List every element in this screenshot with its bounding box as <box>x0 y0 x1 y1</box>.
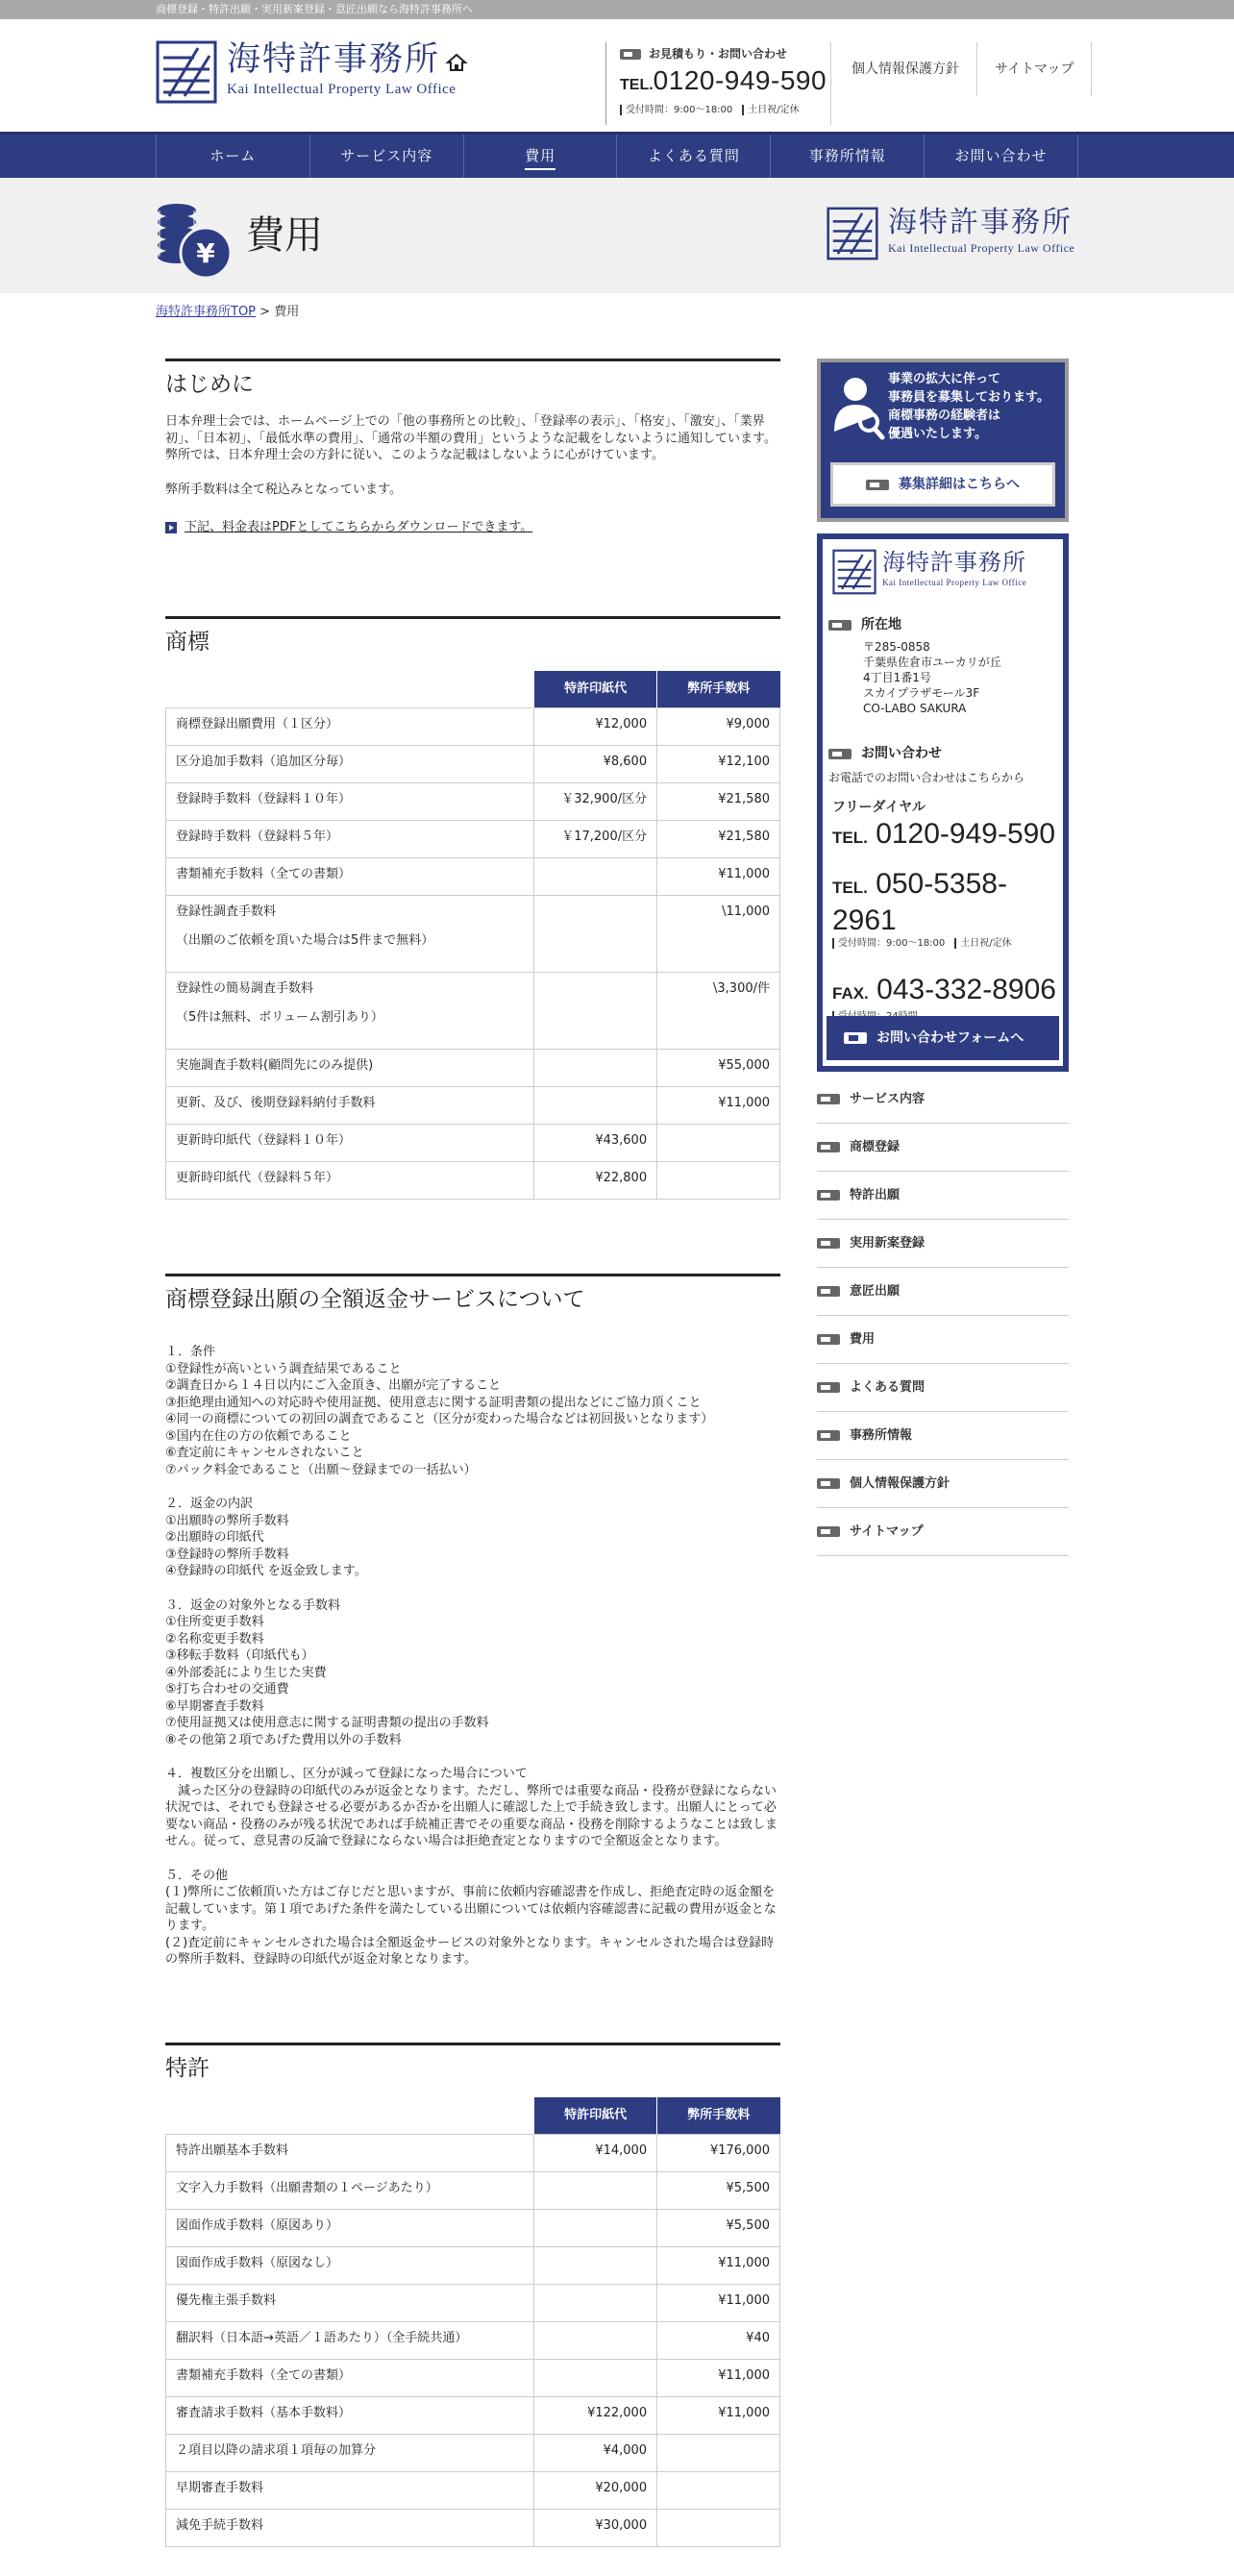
header-contact-title: お見積もり・お問い合わせ <box>649 47 788 61</box>
sidebar <box>817 359 1069 1556</box>
table-row <box>166 820 780 857</box>
refund-line: ⑥査定前にキャンセルされないこと <box>165 1446 364 1461</box>
refund-block <box>165 1496 780 1580</box>
refund-block <box>165 1868 780 1969</box>
refund-line: ②名称変更手数料 <box>165 1631 264 1647</box>
row-office-fee: ¥21,580 <box>657 782 780 820</box>
row-office-fee: ¥11,000 <box>657 1086 780 1124</box>
nav-faq[interactable]: よくある質問 <box>617 135 771 178</box>
fax-digits: 043-332-8906 <box>876 973 1056 1005</box>
tag-icon <box>817 1286 840 1297</box>
refund-line: ④登録時の印紙代 を返金致します。 <box>165 1564 367 1579</box>
nav-services[interactable]: サービス内容 <box>310 135 464 178</box>
sidebar-menu-item[interactable] <box>817 1364 1069 1412</box>
row-label: 登録時手数料（登録料５年） <box>166 820 534 857</box>
page-header <box>0 178 1234 293</box>
tag-icon <box>866 480 889 490</box>
tag-icon <box>817 1430 840 1441</box>
refund-line: 減った区分の登録時の印紙代のみが返金となります。ただし、弊所では重要な商品・役務が登録にならない状況では、それでも登録させる必要があるか否かを出願人に確認した上で手続き致します。出願人にとって必要ない商品・役務のみが残る状況であれば手続補正書でその重要な商品・役務を削除するようなことは致しません。従って、意見書の反論で登録にならない場合は拒絶査定となりますので全額返金となります。 <box>165 1783 778 1849</box>
refund-line: ２．返金の内訳 <box>165 1497 254 1512</box>
sidebar-menu-label: 事務所情報 <box>850 1427 913 1443</box>
table-row <box>166 2434 780 2471</box>
sidebar-menu-item[interactable] <box>817 1508 1069 1556</box>
table-row <box>166 2246 780 2284</box>
row-office-fee: ¥40 <box>657 2321 780 2359</box>
refund-line: ③拒絶理由通知への対応時や使用証拠、使用意志に関する証明書類の提出などにご協力頂くこと <box>165 1395 702 1410</box>
row-office-fee <box>657 1124 780 1161</box>
row-stamp-cost: ¥30,000 <box>534 2509 657 2546</box>
contact-sub: お電話でのお問い合わせはこちらから <box>828 770 1025 784</box>
breadcrumb-separator: > <box>259 305 271 319</box>
trademark-section <box>165 616 780 1245</box>
row-office-fee: ¥21,580 <box>657 820 780 857</box>
table-header-fee: 弊所手数料 <box>657 671 780 707</box>
refund-line: ②調査日から１４日以内にご入金頂き、出願が完了すること <box>165 1378 502 1394</box>
arrow-right-icon <box>165 522 177 533</box>
table-header-stamp: 特許印紙代 <box>534 2097 657 2134</box>
tag-icon <box>817 1094 840 1104</box>
table-row <box>166 895 780 972</box>
table-row <box>166 2471 780 2509</box>
refund-block <box>165 1766 780 1850</box>
table-header-blank <box>166 2097 534 2134</box>
tag-icon <box>817 1526 840 1537</box>
row-stamp-cost <box>534 2359 657 2396</box>
row-stamp-cost <box>534 972 657 1049</box>
page-header-logo-jp: 海特許事務所 <box>888 206 1073 239</box>
row-label: 更新時印紙代（登録料１０年） <box>166 1124 534 1161</box>
refund-line: ③登録時の弊所手数料 <box>165 1547 289 1562</box>
patent-heading: 特許 <box>165 2056 210 2081</box>
row-stamp-cost: ¥14,000 <box>534 2134 657 2171</box>
logo-mark-icon <box>832 549 876 595</box>
table-row <box>166 2284 780 2321</box>
row-stamp-cost: ￥32,900/区分 <box>534 782 657 820</box>
row-office-fee <box>657 2434 780 2471</box>
table-row <box>166 1086 780 1124</box>
intro-p2: 弊所では、日本弁理士会の方針に従い、このような記載はしないように心がけています。 <box>165 448 664 463</box>
header-hours: 受付時間：9:00〜18:00 <box>620 105 732 115</box>
table-header-stamp: 特許印紙代 <box>534 671 657 707</box>
table-row <box>166 1049 780 1086</box>
tag-icon <box>817 1382 840 1393</box>
refund-block <box>165 1344 780 1478</box>
fax-prefix: FAX. <box>832 983 869 1003</box>
row-label: 特許出願基本手数料 <box>166 2134 534 2171</box>
trademark-heading: 商標 <box>165 630 210 655</box>
tag-icon <box>817 1142 840 1152</box>
address-line: CO-LABO SAKURA <box>863 701 967 715</box>
refund-heading: 商標登録出願の全額返金サービスについて <box>165 1287 585 1312</box>
sidebar-logo-en: Kai Intellectual Property Law Office <box>882 578 1027 587</box>
row-label: 登録性調査手数料 （出願のご依頼を頂いた場合は5件まで無料） <box>166 895 534 972</box>
tel-prefix: TEL. <box>832 878 868 897</box>
logo-mark-icon <box>827 207 878 260</box>
refund-line: (２)査定前にキャンセルされた場合は全額返金サービスの対象外となります。キャンセルされた場合は登録時の弊所手数料、登録時の印紙代が返金対象となります。 <box>165 1935 775 1968</box>
nav-fees[interactable]: 費用 <box>464 135 618 178</box>
refund-line: ①登録性が高いという調査結果であること <box>165 1361 402 1376</box>
sidebar-menu-label: 特許出願 <box>850 1187 901 1202</box>
site-logo[interactable] <box>156 40 467 104</box>
row-label: 早期審査手数料 <box>166 2471 534 2509</box>
tel-digits: 050-5358-2961 <box>832 867 1007 936</box>
row-label: 減免手続手数料 <box>166 2509 534 2546</box>
table-row <box>166 972 780 1049</box>
table-row <box>166 707 780 745</box>
patent-fee-table <box>165 2097 780 2547</box>
row-label: 区分追加手数料（追加区分毎） <box>166 745 534 782</box>
svg-text:¥: ¥ <box>196 237 215 269</box>
row-office-fee: ¥55,000 <box>657 1049 780 1086</box>
sidebar-menu-item[interactable] <box>817 1076 1069 1124</box>
sidebar-menu-item[interactable] <box>817 1268 1069 1316</box>
refund-line: ⑧その他第２項であげた費用以外の手数料 <box>165 1732 402 1747</box>
row-label: 文字入力手数料（出願書類の１ページあたり） <box>166 2171 534 2209</box>
refund-line: ③移転手数料（印紙代も） <box>165 1648 314 1664</box>
refund-line: (１)弊所にご依頼頂いた方はご存じだと思いますが、事前に依頼内容確認書を作成し、拒絶査定時の返金額を記載しています。第１項であげた条件を満たしている出願については依頼内容確認書に記載の費用が返金となります。 <box>165 1885 777 1934</box>
nav-home[interactable]: ホーム <box>157 135 310 178</box>
privacy-policy-link[interactable]: 個人情報保護方針 <box>834 42 977 96</box>
sidebar-logo <box>832 549 1026 595</box>
table-row <box>166 2359 780 2396</box>
header-contact-box <box>605 42 831 125</box>
row-stamp-cost <box>534 2321 657 2359</box>
address-line: 4丁目1番1号 <box>863 670 931 684</box>
address-line: スカイプラザモール3F <box>863 685 980 700</box>
sidebar-menu-item[interactable] <box>817 1316 1069 1364</box>
tag-icon <box>817 1238 840 1249</box>
table-row <box>166 2134 780 2171</box>
row-stamp-cost <box>534 2171 657 2209</box>
top-bar: 商標登録・特許出願・実用新案登録・意匠出願なら海特許事務所へ <box>0 0 1234 19</box>
free-dial-digits: 0120-949-590 <box>876 817 1056 850</box>
row-office-fee: ¥11,000 <box>657 2284 780 2321</box>
home-icon[interactable] <box>446 53 467 72</box>
row-label: 審査請求手数料（基本手数料） <box>166 2396 534 2434</box>
row-office-fee <box>657 1161 780 1199</box>
table-row <box>166 2396 780 2434</box>
refund-line: ①住所変更手数料 <box>165 1615 264 1630</box>
table-row <box>166 857 780 895</box>
row-label: ２項目以降の請求項１項毎の加算分 <box>166 2434 534 2471</box>
sidebar-menu-label: サイトマップ <box>850 1523 924 1539</box>
row-label: 登録時手数料（登録料１０年） <box>166 782 534 820</box>
sidebar-closed: 土日祝/定休 <box>954 938 1011 949</box>
row-stamp-cost: ¥122,000 <box>534 2396 657 2434</box>
table-row <box>166 2509 780 2546</box>
nav-contact[interactable]: お問い合わせ <box>925 135 1078 178</box>
intro-section <box>165 359 780 587</box>
office-info-box <box>817 533 1069 1072</box>
row-label: 書類補充手数料（全ての書類） <box>166 857 534 895</box>
row-office-fee <box>657 2471 780 2509</box>
table-header-blank <box>166 671 534 707</box>
refund-line: ④同一の商標についての初回の調査であること（区分が変わった場合などは初回扱いとなります） <box>165 1412 714 1427</box>
sidebar-menu-item[interactable] <box>817 1220 1069 1268</box>
refund-block <box>165 1598 780 1749</box>
breadcrumb-current: 費用 <box>274 305 300 319</box>
sidebar-menu-label: 費用 <box>850 1331 876 1347</box>
row-stamp-cost: ￥17,200/区分 <box>534 820 657 857</box>
row-stamp-cost <box>534 1049 657 1086</box>
header-closed: 土日祝/定休 <box>742 105 799 115</box>
row-label: 実施調査手数料(顧問先にのみ提供) <box>166 1049 534 1086</box>
row-stamp-cost <box>534 1086 657 1124</box>
row-label: 更新、及び、後期登録料納付手数料 <box>166 1086 534 1124</box>
logo-jp-text: 海特許事務所 <box>227 40 441 79</box>
intro-heading: はじめに <box>165 372 254 397</box>
refund-line: １．条件 <box>165 1345 216 1360</box>
tag-icon <box>817 1478 840 1489</box>
row-stamp-cost <box>534 2246 657 2284</box>
global-nav <box>0 132 1234 178</box>
row-stamp-cost <box>534 2209 657 2246</box>
refund-line: ⑤打ち合わせの交通費 <box>165 1682 289 1697</box>
intro-p3: 弊所手数料は全て税込みとなっています。 <box>165 482 402 497</box>
row-stamp-cost <box>534 895 657 972</box>
row-label: 商標登録出願費用（１区分） <box>166 707 534 745</box>
tag-icon <box>844 1032 867 1044</box>
phone-tag-icon <box>620 49 641 60</box>
table-header-fee: 弊所手数料 <box>657 2097 780 2134</box>
sidebar-hours: 受付時間：9:00〜18:00 <box>832 938 945 949</box>
refund-line: ④外部委託により生じた実費 <box>165 1665 327 1680</box>
table-row <box>166 745 780 782</box>
header-tel-prefix: TEL. <box>620 76 654 93</box>
table-row <box>166 1124 780 1161</box>
row-stamp-cost: ¥4,000 <box>534 2434 657 2471</box>
sidebar-menu <box>817 1076 1069 1556</box>
tag-icon <box>817 1334 840 1345</box>
address-block <box>828 616 1001 716</box>
free-dial-label: フリーダイヤル <box>832 800 926 816</box>
sidebar-menu-label: 商標登録 <box>850 1139 901 1154</box>
free-dial-number[interactable] <box>832 818 1057 855</box>
sidebar-contact-block <box>828 745 1057 1024</box>
main-content <box>165 359 780 2576</box>
address-title: 所在地 <box>861 617 901 632</box>
row-office-fee: \11,000 <box>657 895 780 972</box>
address-line: 千葉県佐倉市ユーカリが丘 <box>863 655 1001 669</box>
row-office-fee: \3,300/件 <box>657 972 780 1049</box>
row-office-fee: ¥176,000 <box>657 2134 780 2171</box>
logo-mark-icon <box>156 40 217 104</box>
address-line: 〒285-0858 <box>863 639 930 654</box>
fax-number <box>832 974 1057 1010</box>
refund-section <box>165 1274 780 2014</box>
tel-prefix: TEL. <box>832 828 868 847</box>
sidebar-menu-item[interactable] <box>817 1172 1069 1220</box>
table-row <box>166 2321 780 2359</box>
tag-icon <box>828 620 851 631</box>
nav-office-info[interactable]: 事務所情報 <box>771 135 925 178</box>
row-office-fee: ¥5,500 <box>657 2209 780 2246</box>
row-office-fee: ¥11,000 <box>657 857 780 895</box>
table-row <box>166 782 780 820</box>
sidebar-menu-label: 実用新案登録 <box>850 1235 926 1251</box>
row-stamp-cost: ¥20,000 <box>534 2471 657 2509</box>
sidebar-menu-item[interactable] <box>817 1460 1069 1508</box>
row-label: 書類補充手数料（全ての書類） <box>166 2359 534 2396</box>
row-stamp-cost: ¥43,600 <box>534 1124 657 1161</box>
sitemap-link[interactable]: サイトマップ <box>977 42 1092 96</box>
row-label: 優先権主張手数料 <box>166 2284 534 2321</box>
sidebar-menu-label: サービス内容 <box>850 1091 926 1106</box>
row-office-fee: ¥5,500 <box>657 2171 780 2209</box>
trademark-fee-table <box>165 671 780 1200</box>
sidebar-menu-item[interactable] <box>817 1412 1069 1460</box>
row-stamp-cost <box>534 2284 657 2321</box>
recruit-banner[interactable] <box>817 359 1069 522</box>
patent-section <box>165 2043 780 2547</box>
row-label: 図面作成手数料（原図なし） <box>166 2246 534 2284</box>
sidebar-menu-item[interactable] <box>817 1124 1069 1172</box>
tag-icon <box>817 1190 840 1201</box>
row-stamp-cost: ¥12,000 <box>534 707 657 745</box>
recruit-details-button[interactable]: 募集詳細はこちらへ <box>830 462 1055 507</box>
intro-p1: 日本弁理士会では、ホームページ上での「他の事務所との比較」、「登録率の表示」、「格安」、「激安」、「業界初」、「日本初」、「最低水準の費用」、「通常の半額の費用」というような記載をしないように通知しています。 <box>165 414 777 446</box>
coins-yen-icon <box>154 199 234 280</box>
pdf-download-link[interactable]: 下記、料金表はPDFとしてこちらからダウンロードできます。 <box>185 520 533 535</box>
refund-line: ３．返金の対象外となる手数料 <box>165 1598 341 1613</box>
row-office-fee: ¥11,000 <box>657 2246 780 2284</box>
row-office-fee: ¥12,100 <box>657 745 780 782</box>
row-label: 図面作成手数料（原図あり） <box>166 2209 534 2246</box>
table-row <box>166 2171 780 2209</box>
site-header <box>0 19 1234 132</box>
tel-number[interactable] <box>832 868 1057 937</box>
row-stamp-cost <box>534 857 657 895</box>
logo-en-text: Kai Intellectual Property Law Office <box>227 82 457 97</box>
sidebar-menu-label: 個人情報保護方針 <box>850 1475 950 1491</box>
header-tel[interactable] <box>620 64 830 102</box>
breadcrumb <box>156 304 299 321</box>
header-tel-number: 0120-949-590 <box>653 64 827 95</box>
row-stamp-cost: ¥8,600 <box>534 745 657 782</box>
person-search-icon <box>832 374 888 441</box>
row-label: 更新時印紙代（登録料５年） <box>166 1161 534 1199</box>
page-title: 費用 <box>246 213 323 258</box>
row-office-fee: ¥9,000 <box>657 707 780 745</box>
table-row <box>166 1161 780 1199</box>
refund-line: ②出願時の印紙代 <box>165 1530 264 1546</box>
table-row <box>166 2209 780 2246</box>
row-label: 翻訳料（日本語→英語／１語あたり）（全手続共通） <box>166 2321 534 2359</box>
header-links <box>834 60 1092 96</box>
refund-line: ４．複数区分を出願し、区分が減って登録になった場合について <box>165 1767 528 1782</box>
page-header-logo <box>827 207 1074 260</box>
row-stamp-cost: ¥22,800 <box>534 1161 657 1199</box>
refund-line: ⑦使用証拠又は使用意志に関する証明書類の提出の手数料 <box>165 1716 489 1731</box>
breadcrumb-home-link[interactable]: 海特許事務所TOP <box>156 305 257 319</box>
refund-line: ①出願時の弊所手数料 <box>165 1513 289 1528</box>
refund-line: ⑥早期審査手数料 <box>165 1698 264 1714</box>
refund-line: ５．その他 <box>165 1868 229 1883</box>
row-office-fee: ¥11,000 <box>657 2359 780 2396</box>
row-office-fee: ¥11,000 <box>657 2396 780 2434</box>
contact-form-button[interactable]: お問い合わせフォームへ <box>827 1016 1059 1060</box>
tag-icon <box>828 749 851 759</box>
row-label: 登録性の簡易調査手数料 （5件は無料、ボリューム割引あり） <box>166 972 534 1049</box>
refund-line: ⑤国内在住の方の依頼であること <box>165 1428 352 1444</box>
refund-line: ⑦パック料金であること（出願～登録までの一括払い） <box>165 1462 477 1477</box>
recruit-text: 事業の拡大に伴って 事務員を募集しております。 商標事務の経験者は 優遇いたします。 <box>888 372 1049 441</box>
page-header-logo-en: Kai Intellectual Property Law Office <box>888 241 1075 255</box>
row-office-fee <box>657 2509 780 2546</box>
sidebar-menu-label: 意匠出願 <box>850 1283 901 1299</box>
contact-title: お問い合わせ <box>861 746 942 761</box>
sidebar-menu-label: よくある質問 <box>850 1379 926 1395</box>
sidebar-logo-jp: 海特許事務所 <box>882 549 1026 576</box>
